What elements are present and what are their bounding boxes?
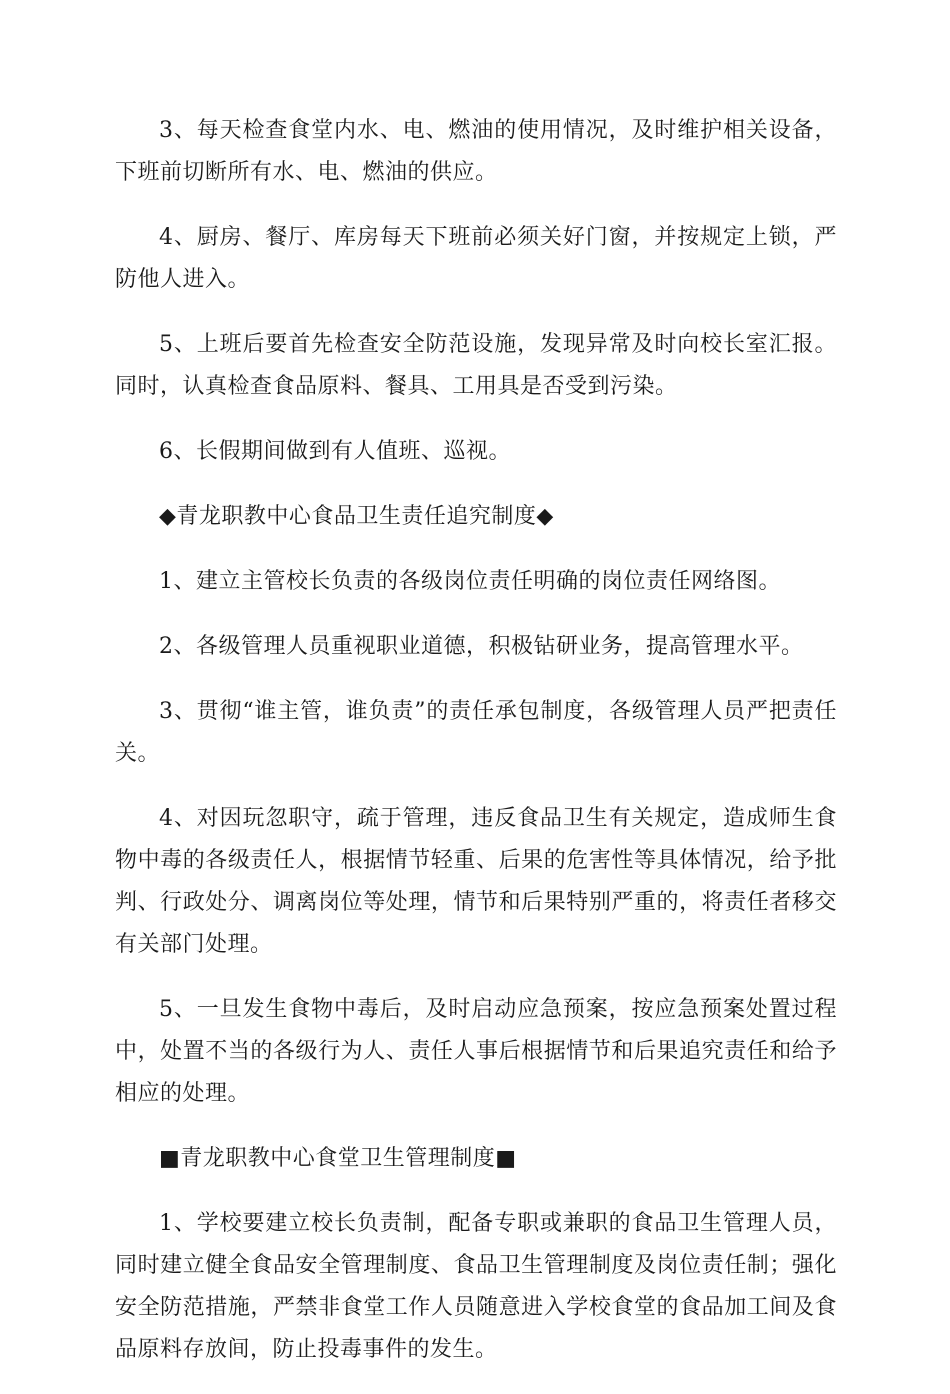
item-check-safety-facilities: 5、上班后要首先检查安全防范设施，发现异常及时向校长室汇报。同时，认真检查食品原料、餐具、工用具是否受到污染。 [115, 332, 837, 399]
item-responsibility-contract: 3、贯彻“谁主管，谁负责”的责任承包制度，各级管理人员严把责任关。 [115, 699, 837, 766]
item-professional-ethics: 2、各级管理人员重视职业道德，积极钻研业务，提高管理水平。 [159, 634, 804, 659]
item-responsibility-network: 1、建立主管校长负责的各级岗位责任明确的岗位责任网络图。 [159, 569, 781, 594]
item-holiday-duty: 6、长假期间做到有人值班、巡视。 [159, 439, 511, 464]
item-principal-responsibility: 1、学校要建立校长负责制，配备专职或兼职的食品卫生管理人员，同时建立健全食品安全管理制度、食品卫生管理制度及岗位责任制；强化安全防范措施，严禁非食堂工作人员随意进入学校食堂的食品加工间及食品原料存放间，防止投毒事件的发生。 [115, 1211, 837, 1362]
document-body [115, 110, 837, 1394]
item-lock-doors-windows: 4、厨房、餐厅、库房每天下班前必须关好门窗，并按规定上锁，严防他人进入。 [115, 225, 837, 292]
section-title-canteen-hygiene: ■青龙职教中心食堂卫生管理制度■ [159, 1146, 517, 1171]
section-title-accountability: ◆青龙职教中心食品卫生责任追究制度◆ [159, 504, 554, 529]
item-dereliction-penalty: 4、对因玩忽职守，疏于管理，违反食品卫生有关规定，造成师生食物中毒的各级责任人，根据情节轻重、后果的危害性等具体情况，给予批判、行政处分、调离岗位等处理，情节和后果特别严重的，将责任者移交有关部门处理。 [115, 806, 837, 957]
item-daily-check-utilities: 3、每天检查食堂内水、电、燃油的使用情况，及时维护相关设备，下班前切断所有水、电、燃油的供应。 [115, 118, 837, 185]
item-poisoning-emergency: 5、一旦发生食物中毒后，及时启动应急预案，按应急预案处置过程中，处置不当的各级行为人、责任人事后根据情节和后果追究责任和给予相应的处理。 [115, 997, 837, 1106]
